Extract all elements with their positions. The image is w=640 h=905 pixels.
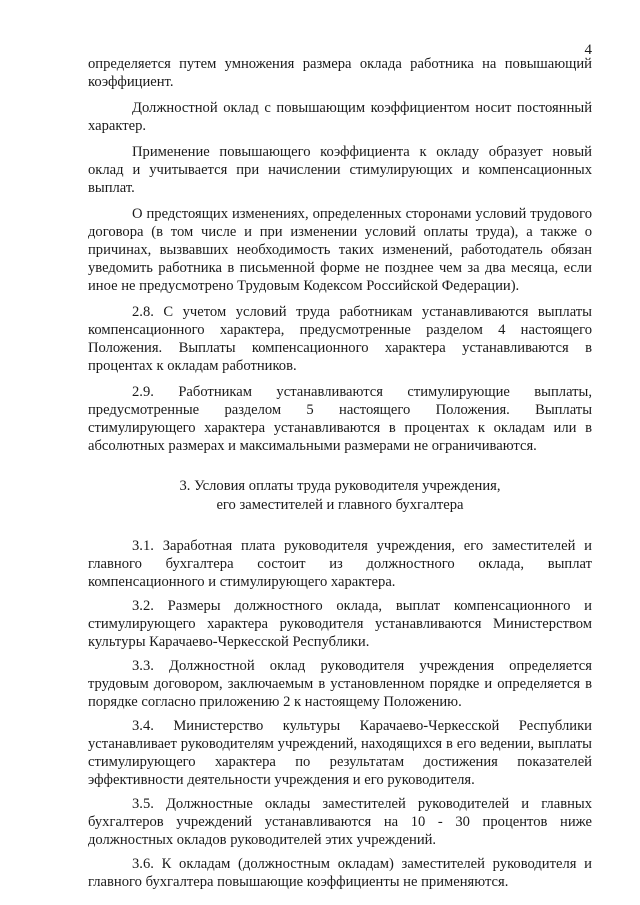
paragraph-2-9: 2.9. Работникам устанавливаются стимулирующие выплаты, предусмотренные разделом 5 настоящего Положения. Выплаты стимулирующего характера устанавливаются в процентах к окладам или в абсолютных размерах и максимальными размерами не ограничиваются. — [88, 384, 592, 454]
paragraph-coefficient-application: Применение повышающего коэффициента к окладу образует новый оклад и учитывается при начислении стимулирующих и компенсационных выплат. — [88, 144, 592, 196]
paragraph-3-4: 3.4. Министерство культуры Карачаево-Черкесской Республики устанавливает руководителям учреждений, находящихся в его ведении, выплаты стимулирующего характера по результатам достижения показателей эффективности деятельности учреждения и его руководителя. — [88, 718, 592, 788]
paragraph-2-8: 2.8. С учетом условий труда работникам устанавливаются выплаты компенсационного характера, предусмотренные разделом 4 настоящего Положения. Выплаты компенсационного характера устанавливаются в процентах к окладам работников. — [88, 304, 592, 374]
section-3-title-line1: 3. Условия оплаты труда руководителя учреждения, — [179, 478, 501, 494]
paragraph-oklad-permanent: Должностной оклад с повышающим коэффициентом носит постоянный характер. — [88, 100, 592, 134]
paragraph-3-6: 3.6. К окладам (должностным окладам) заместителей руководителя и главного бухгалтера повышающие коэффициенты не применяются. — [88, 856, 592, 890]
paragraph-changes-notice: О предстоящих изменениях, определенных сторонами условий трудового договора (в том числе и при изменении условий оплаты труда), а также о причинах, вызвавших необходимость таких изменений, работодатель обязан уведомить работника в письменной форме не позднее чем за два месяца, если иное не предусмотрено Трудовым Кодексом Российской Федерации). — [88, 206, 592, 294]
paragraph-continuation: определяется путем умножения размера оклада работника на повышающий коэффициент. — [88, 56, 592, 90]
document-body — [88, 55, 592, 897]
paragraph-3-2: 3.2. Размеры должностного оклада, выплат компенсационного и стимулирующего характера руководителя устанавливаются Министерством культуры Карачаево-Черкесской Республики. — [88, 598, 592, 650]
section-3-title-line2: его заместителей и главного бухгалтера — [216, 497, 464, 513]
paragraph-3-1: 3.1. Заработная плата руководителя учреждения, его заместителей и главного бухгалтера состоит из должностного оклада, выплат компенсационного и стимулирующего характера. — [88, 538, 592, 590]
paragraph-3-3: 3.3. Должностной оклад руководителя учреждения определяется трудовым договором, заключаемым в установленном порядке и определяется в порядке согласно приложению 2 к настоящему Положению. — [88, 658, 592, 710]
section-3-title — [88, 477, 592, 515]
paragraph-3-5: 3.5. Должностные оклады заместителей руководителей и главных бухгалтеров учреждений устанавливаются на 10 - 30 процентов ниже должностных окладов руководителей этих учреждений. — [88, 796, 592, 848]
page-number: 4 — [584, 42, 592, 58]
